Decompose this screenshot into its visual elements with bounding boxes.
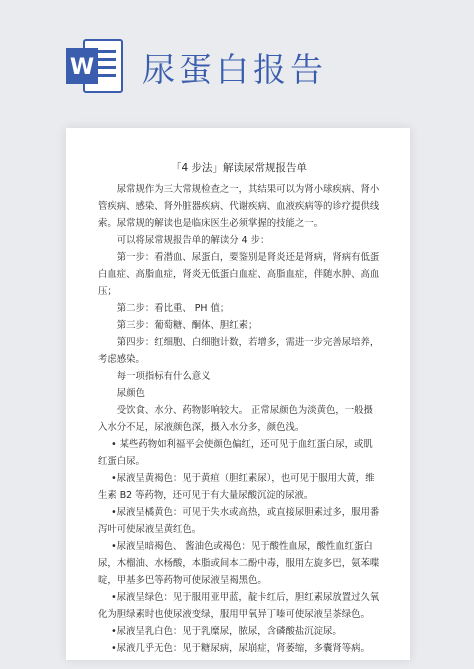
- paragraph-meaning-heading: 每一项指标有什么意义: [116, 371, 211, 382]
- bullet-orange: •尿液呈橘黄色：可见于失水或高热，或直接尿胆素过多，服用番泻叶可使尿液呈黄红色。: [98, 507, 380, 535]
- bullet-colorless: •尿液几乎无色：见于糖尿病，尿崩症，肾萎缩，多囊肾等病。: [111, 643, 370, 654]
- paragraph-step-4: 第四步：红细胞、白细胞计数，若增多，需进一步完善尿培养，考虑感染。: [98, 337, 380, 365]
- paragraph-steps-intro: 可以将尿常规报告单的解读分 4 步：: [116, 235, 270, 246]
- bullet-yellow-brown: •尿液呈黄褐色：见于黄疸（胆红素尿），也可见于服用大黄，维生素 B2 等药物，还可见于有大量尿酸沉淀的尿液。: [98, 473, 375, 501]
- document-content: [98, 160, 380, 657]
- paragraph-step-3: 第三步：葡萄糖、酮体、胆红素；: [116, 320, 258, 331]
- word-icon-letter: W: [69, 55, 95, 80]
- word-document-icon: [62, 34, 126, 98]
- bullet-milky-white: •尿液呈乳白色：见于乳糜尿，脓尿，含磷酸盐沉淀尿。: [111, 626, 342, 637]
- page-title: 尿蛋白报告: [142, 50, 327, 89]
- page-header: [0, 0, 474, 118]
- paragraph-step-2: 第二步：看比重、 PH 值；: [116, 303, 230, 314]
- paragraph-step-1: 第一步：看潜血、尿蛋白，要鉴别是肾炎还是肾病，肾病有低蛋白血症、高脂血症，肾炎无低蛋白血症、高脂血症，伴随水肿、高血压；: [98, 252, 380, 297]
- bullet-green: •尿液呈绿色：见于服用亚甲蓝，靛卡红后，胆红素尿放置过久氧化为胆绿素时也使尿液变绿，服用甲氧异丁嗪可使尿液呈茶绿色。: [98, 592, 380, 620]
- paragraph-urine-color-desc: 受饮食、水分、药物影响较大。 正常尿颜色为淡黄色，一般摄入水分不足，尿液颜色深，摄入水分多，颜色浅。: [98, 405, 373, 433]
- document-heading: 「4 步法」解读尿常规报告单: [170, 162, 308, 174]
- bullet-dark-brown: •尿液呈暗褐色、 酱油色或褐色：见于酸性血尿，酸性血红蛋白尿，木榴油、水杨酸，本脂或间本二酚中毒，服用左旋多巴，氨苯喋啶，甲基多巴等药物可使尿液呈褐黑色。: [98, 541, 380, 586]
- bullet-red: • 某些药物如利福平会使颜色偏红，还可见于血红蛋白尿，或肌红蛋白尿。: [98, 439, 373, 467]
- paragraph-urine-color-heading: 尿颜色: [116, 388, 145, 399]
- paragraph-intro: 尿常规作为三大常规检查之一，其结果可以为肾小球疾病、肾小管疾病、感染、肾外脏器疾病、代谢疾病、血液疾病等的诊疗提供线索。尿常规的解读也是临床医生必须掌握的技能之一。: [98, 184, 380, 229]
